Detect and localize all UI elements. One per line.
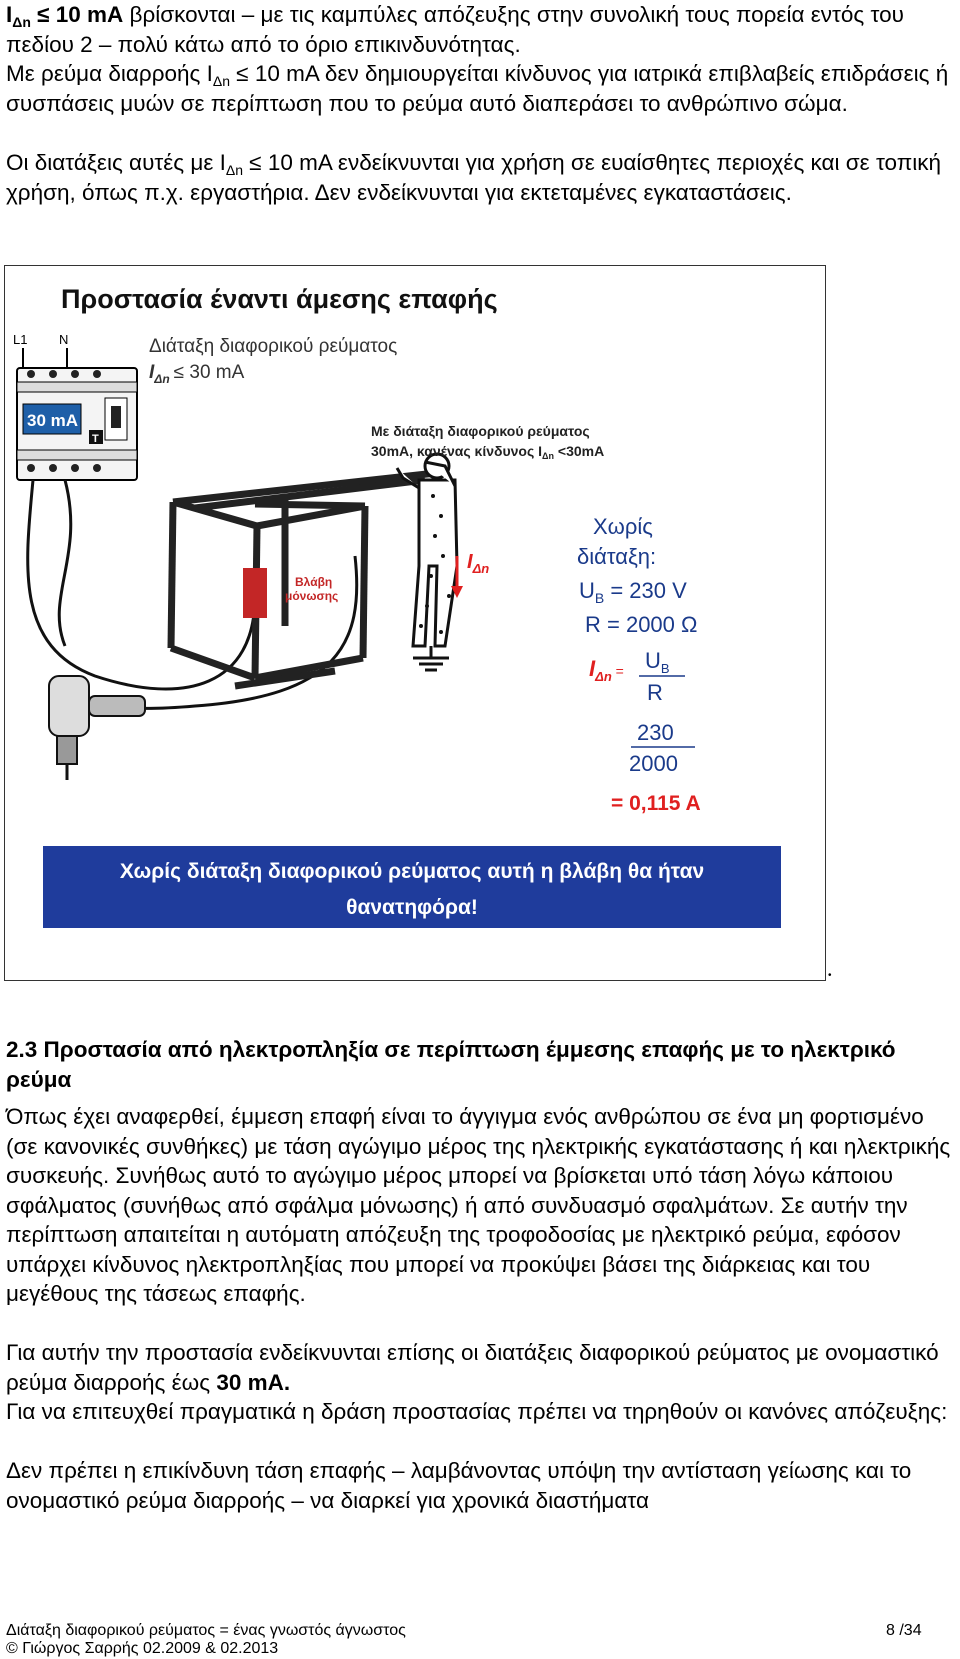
rcd-device-icon <box>17 368 137 480</box>
note-line-1: Με διάταξη διαφορικού ρεύματος <box>371 423 590 439</box>
section-paragraph-2: Για αυτήν την προστασία ενδείκνυνται επίσης οι διατάξεις διαφορικού ρεύματος με ονομαστικό ρεύμα διαρροής έως 30 mA. <box>6 1340 939 1395</box>
rcd-illustration <box>4 265 826 981</box>
l1-label: L1 <box>13 332 28 347</box>
current-symbol: $I_{\Delta n} \le 10$ mA <box>6 2 124 30</box>
formula-denominator: R <box>647 680 663 705</box>
display-value: 30 mA <box>27 411 79 430</box>
without-label-1: Χωρίς <box>593 514 653 539</box>
rcd-current-symbol: $I_{\Delta n} \le 30$ mA <box>149 362 245 386</box>
drill-icon <box>49 676 145 780</box>
value-2000: 2000 <box>629 751 678 776</box>
rcd-label: Διάταξη διαφορικού ρεύματος <box>149 336 398 357</box>
footer-copyright: © Γιώργος Σαρρής 02.2009 & 02.2013 <box>6 1640 279 1657</box>
ground-icon <box>413 646 449 670</box>
test-button-label: T <box>92 433 99 445</box>
intro-paragraph-3: Οι διατάξεις αυτές με $I_{\Delta n} \le 10$ mA ενδείκνυνται για χρήση σε ευαίσθητες περιοχές και σε τοπική χρήση, όπως π.χ. εργαστήρια. Δεν ενδείκνυνται για εκτεταμένες εγκαταστάσεις. <box>6 150 942 205</box>
intro-paragraph-2: Με ρεύμα διαρροής $I_{\Delta n} \le 10$ mA δεν δημιουργείται κίνδυνος για ιατρικά επιβλαβείς επιδράσεις ή συσπάσεις μυών σε περίπτωση που το ρεύμα αυτό διαπεράσει το ανθρώπινο σώμα. <box>6 61 949 116</box>
value-230: 230 <box>637 720 674 745</box>
section-heading: 2.3 Προστασία από ηλεκτροπληξία σε περίπτωση έμμεσης επαφής με το ηλεκτρικό ρεύμα <box>6 1037 896 1092</box>
r-value: R = 2000 Ω <box>585 612 698 637</box>
intro-paragraph-1: $I_{\Delta n} \le 10$ mA βρίσκονται – με τις καμπύλες απόζευξης στην συνολική τους πορεία εντός του πεδίου 2 – πολύ κάτω από το όριο επικινδυνότητας. <box>6 2 904 57</box>
formula-numerator: $U_B$ <box>645 648 670 676</box>
banner-line-1: Χωρίς διάταξη διαφορικού ρεύματος αυτή η βλάβη θα ήταν <box>119 860 705 883</box>
figure-title: Προστασία έναντι άμεσης επαφής <box>61 284 498 314</box>
footer-title: Διάταξη διαφορικού ρεύματος = ένας γνωστός άγνωστος <box>6 1622 406 1639</box>
section-paragraph-1: Όπως έχει αναφερθεί, έμμεση επαφή είναι το άγγιγμα ενός ανθρώπου σε ένα μη φορτισμένο (σε κανονικές συνθήκες) με τάση αγώγιμο μέρος της ηλεκτρικής εγκατάστασης ή και ηλεκτρικής συσκευής. Συνήθως αυτό το αγώγιμο μέρος μπορεί να βρίσκεται υπό τάση λόγω κάποιου σφάλματος (συνήθως από σφάλμα μόνωσης) ή από συνδυασμό σφαλμάτων. Σε αυτήν την περίπτωση απαιτείται η αυτόματη απόζευξη της τροφοδοσίας με ηλεκτρικό ρεύμα, εφόσον υπάρχει κίνδυνος ηλεκτροπληξίας που μπορεί να προκύψει βάσει της διάρκειας και του μεγέθους της τάσεως επαφής. <box>6 1104 951 1306</box>
ub-value: $U_B = 230$ V <box>579 578 687 606</box>
figure-ref-mark: • <box>828 970 832 981</box>
page-footer <box>6 1622 906 1658</box>
formula-lhs: $I_{\Delta n}$ = <box>589 656 624 684</box>
fault-label-1: Βλάβη <box>295 575 333 589</box>
page-number: 8 /34 <box>886 1622 922 1639</box>
banner-line-2: θανατηφόρα! <box>346 896 478 919</box>
n-label: N <box>59 332 69 347</box>
result-value: = 0,115 A <box>611 792 701 815</box>
without-label-2: διάταξη: <box>577 544 657 569</box>
note-line-2: 30mA, κανένας κίνδυνος $I_{\Delta n} <30mA$ <box>371 443 605 461</box>
section-paragraph-3: Για να επιτευχθεί πραγματικά η δράση προστασίας πρέπει να τηρηθούν οι κανόνες απόζευξης: <box>6 1399 948 1424</box>
current-label: $I_{\Delta n}$ <box>467 551 490 576</box>
section-paragraph-4: Δεν πρέπει η επικίνδυνη τάση επαφής – λαμβάνοντας υπόψη την αντίσταση γείωσης και το ονομαστικό ρεύμα διαρροής – να διαρκεί για χρονικά διαστήματα <box>6 1458 912 1513</box>
fault-label-2: μόνωσης <box>285 589 339 603</box>
